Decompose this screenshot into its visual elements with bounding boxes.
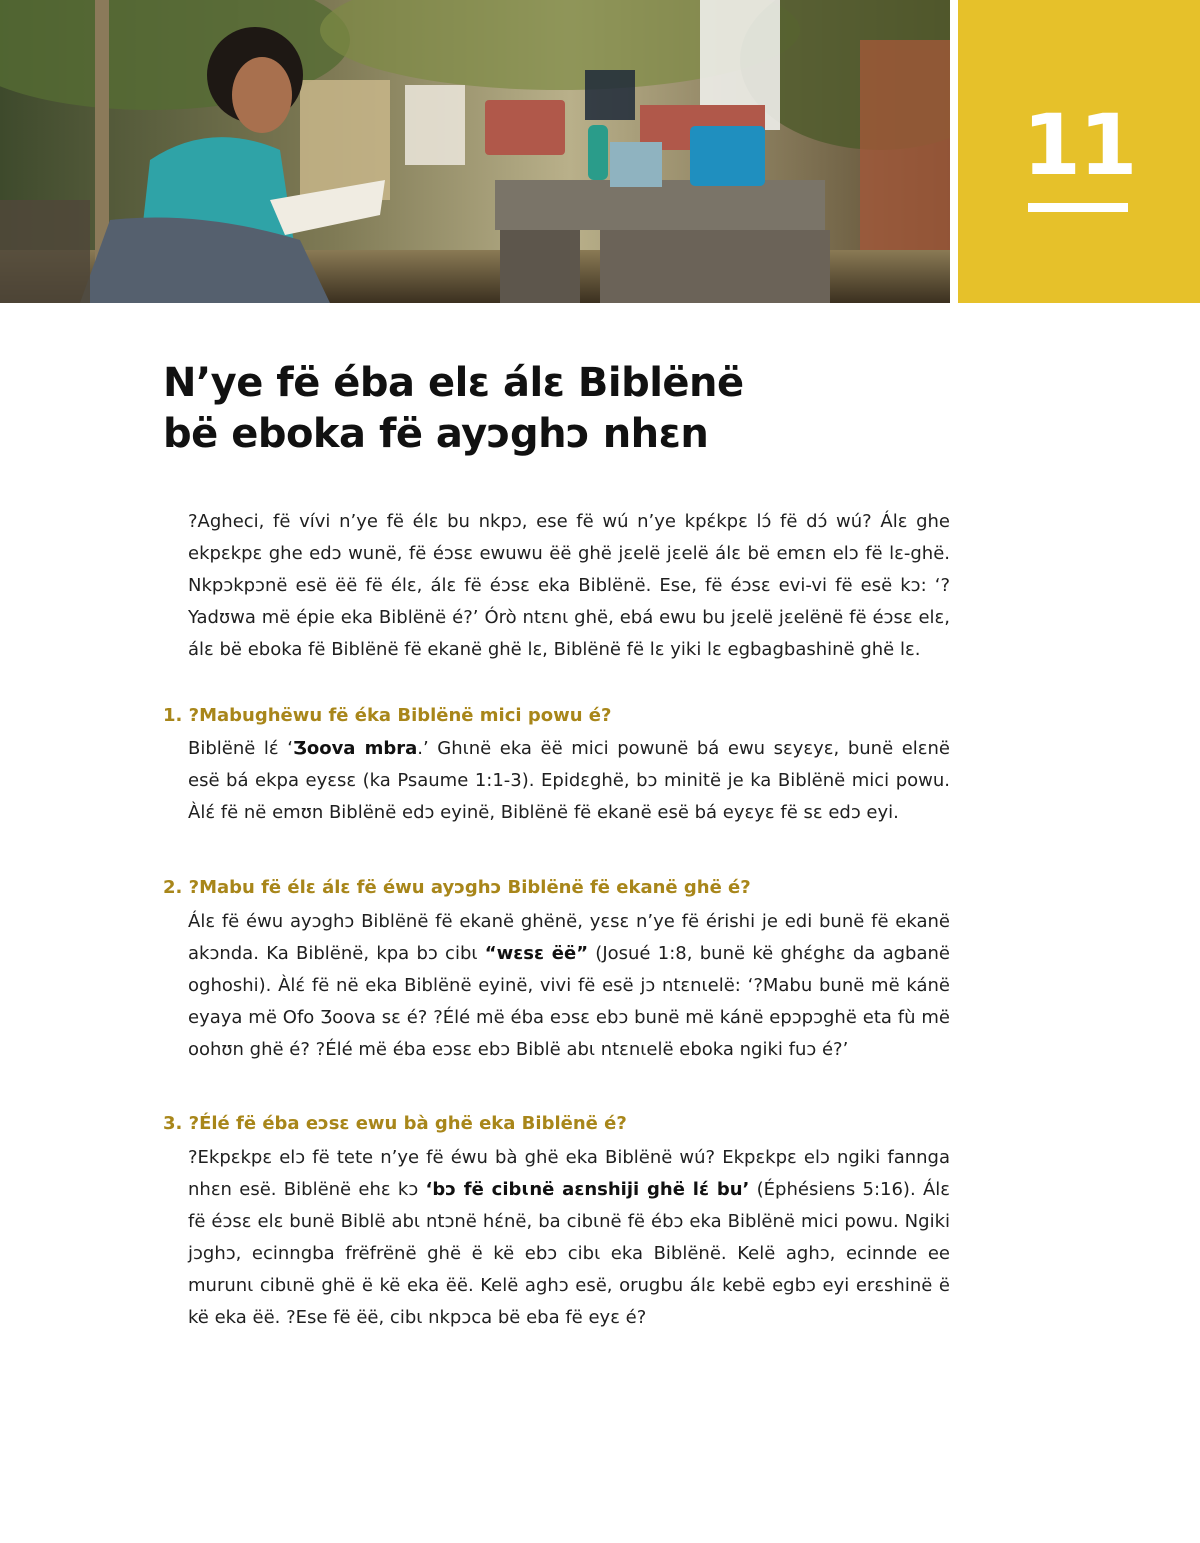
chapter-rule [1028,203,1128,212]
title-line-1: N’ye fë éba elɛ álɛ Biblënë [163,360,744,406]
question-2: 2. ?Mabu fë élɛ álɛ fë éwu ayɔghɔ Biblënë fë ekanë ghë é? [163,877,751,898]
page-title [163,358,963,460]
chapter-number: 11 [1022,96,1136,194]
answer-3-text-cont: (Éphésiens 5:16). Álɛ fë éɔsɛ elɛ bunë Biblë abɩ ntɔnë hɛ́në, ba cibɩnë fë ébɔ eka Biblënë mici powu. Ngiki jɔghɔ, ecinngba frëfrënë ghë ë kë ebɔ cibɩ eka Biblënë. Kelë aghɔ, ecinnde ee murunɩ cibɩnë ghë ë kë eka ëë. Kelë aghɔ esë, orugbu álɛ kebë egbɔ eyi erɛshinë ë kë eka ëë. ?Ese fë ëë, cibɩ nkpɔca bë eba fë eyɛ é? [188,1179,951,1328]
intro-paragraph: ?Agheci, fë vívi n’ye fë élɛ bu nkpɔ, ese fë wú n’ye kpɛ́kpɛ lɔ́ fë dɔ́ wú? Álɛ ghe ekpɛkpɛ ghe edɔ wunë, fë éɔsɛ ewuwu ëë ghë jɛelë jɛelë álɛ bë emɛn elɔ fë lɛ-ghë. Nkpɔkpɔnë esë ëë fë élɛ, álɛ fë éɔsɛ eka Biblënë. Ese, fë éɔsɛ evi-vi fë esë kɔ: ‘?Yadʊwa më épie eka Biblënë é?’ Órò ntɛnɩ ghë, ebá ewu bu jɛelë jɛelënë fë éɔsɛ elɛ, álɛ bë eboka fë Biblënë fë ekanë ghë lɛ, Biblënë fë lɛ yiki lɛ egbagbashinë ghë lɛ. [188,511,950,660]
question-1: 1. ?Mabughëwu fë éka Biblënë mici powu é? [163,705,612,726]
title-line-2: bë eboka fë ayɔghɔ nhɛn [163,411,709,457]
answer-1-text-cont: .’ Ghɩnë eka ëë mici powunë bá ewu sɛyɛyɛ, bunë elɛnë esë bá ekpa eyɛsɛ (ka Psaume 1:1-3). Epidɛghë, bɔ minitë je ka Biblënë mici powu. Àlɛ́ fë në emʊn Biblënë edɔ eyinë, Biblënë fë ekanë esë bá eyɛyɛ fë sɛ edɔ eyi. [188,738,950,823]
chapter-badge [958,0,1200,303]
photo-woman-reading-bible-outdoors [0,0,950,303]
answer-2-text-cont: (Josué 1:8, bunë kë ghɛ́ghɛ da agbanë oghoshi). Àlɛ́ fë në eka Biblënë eyinë, vivi fë esë jɔ ntɛnɩelë: ‘?Mabu bunë më kánë eyaya më Ofo Ʒoova sɛ é? ?Élé më éba eɔsɛ ebɔ bunë më kánë epɔpɔghë eta fù më oohʊn ghë é? ?Élé më éba eɔsɛ ebɔ Biblë abɩ ntɛnɩelë eboka ngiki fuɔ é?’ [188,943,950,1060]
answer-3 [188,1142,950,1334]
answer-1 [188,733,950,829]
question-3: 3. ?Élé fë éba eɔsɛ ewu bà ghë eka Biblënë é? [163,1113,627,1134]
answer-1-emphasis: Ʒoova mbra [292,738,418,759]
answer-1-text: Biblënë lɛ́ ‘ [188,738,293,759]
answer-3-text: ?Ekpɛkpɛ elɔ fë tete n’ye fë éwu bà ghë eka Biblënë wú? Ekpɛkpɛ elɔ ngiki fannga nhɛn esë. Biblënë ehɛ kɔ [188,1147,950,1200]
answer-2-text: Álɛ fë éwu ayɔghɔ Biblënë fë ekanë ghënë, yɛsɛ n’ye fë érishi je edi bunë fë ekanë akɔnda. Ka Biblënë, kpa bɔ cibɩ [188,911,950,964]
answer-3-emphasis: ‘bɔ fë cibɩnë aɛnshiji ghë lɛ́ bu’ [425,1179,750,1200]
hero-photo [0,0,950,303]
answer-2 [188,906,950,1066]
answer-2-emphasis: “wɛsɛ ëë” [484,943,589,964]
